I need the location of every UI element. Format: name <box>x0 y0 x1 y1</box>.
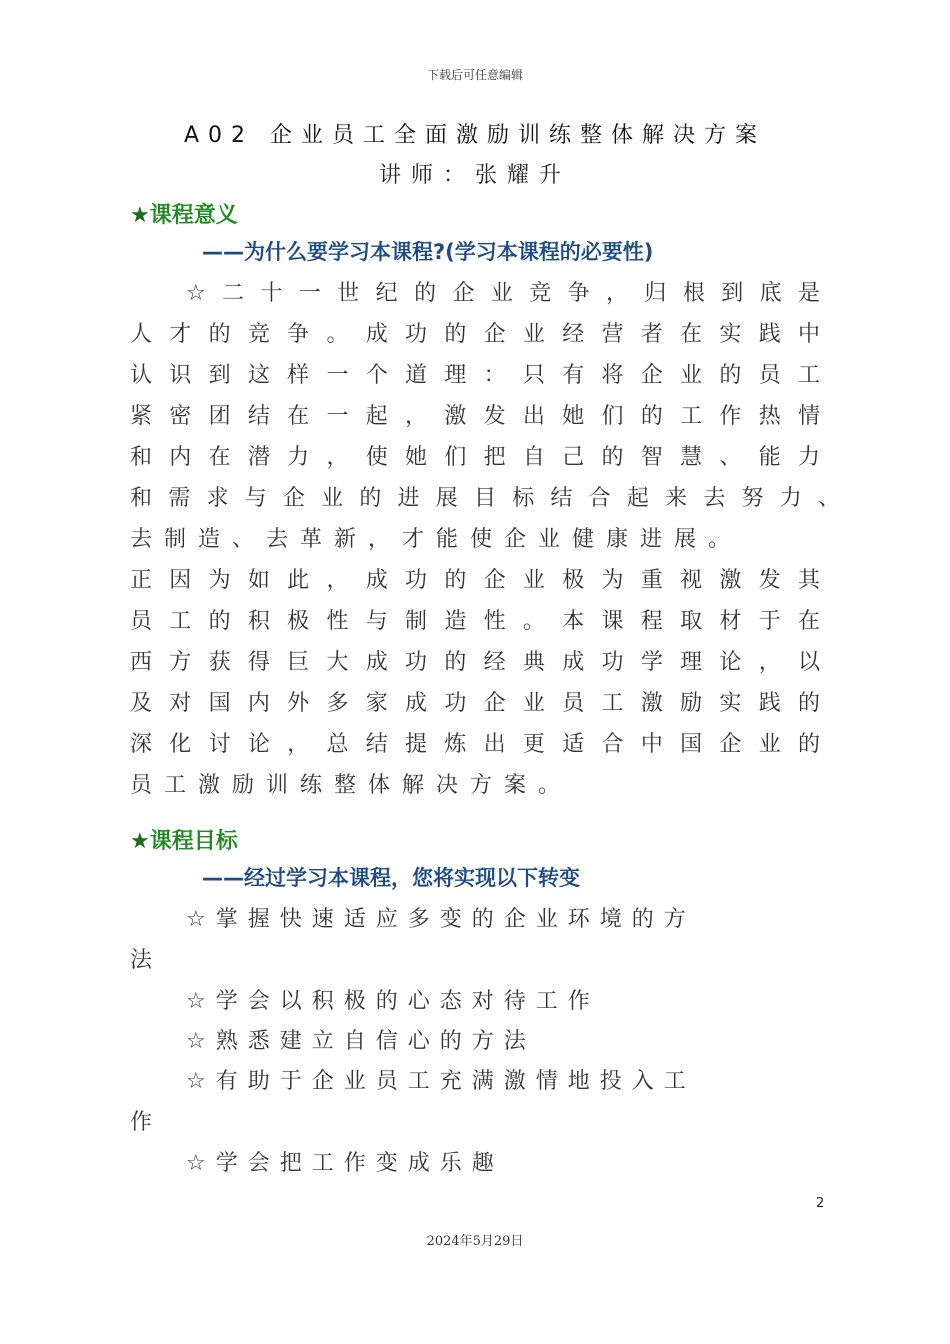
page-number: 2 <box>816 1196 825 1211</box>
goal-item: ☆学会把工作变成乐趣 <box>186 1151 504 1176</box>
section-subheading-goals: ——经过学习本课程，您将实现以下转变 <box>202 866 580 890</box>
paragraph-line: 及对国内外多家成功企业员工激励实践的 <box>130 691 820 716</box>
paragraph-line: 和需求与企业的进展目标结合起来去努力、 <box>130 486 840 511</box>
star-icon: ★ <box>130 203 150 228</box>
section-heading-significance: ★课程意义 <box>130 203 238 228</box>
goal-item: ☆熟悉建立自信心的方法 <box>186 1029 536 1054</box>
paragraph-line: 员工激励训练整体解决方案。 <box>130 773 573 798</box>
paragraph-line: 认识到这样一个道理：只有将企业的员工 <box>130 363 820 388</box>
footer-date: 2024年5月29日 <box>426 1234 524 1249</box>
goal-item: ☆有助于企业员工充满激情地投入工 <box>186 1069 696 1094</box>
paragraph-line: 员工的积极性与制造性。本课程取材于在 <box>130 609 820 634</box>
document-title: A02 企业员工全面激励训练整体解决方案 <box>183 123 767 148</box>
paragraph-line: 和内在潜力，使她们把自己的智慧、能力 <box>130 445 820 470</box>
star-icon: ★ <box>130 829 150 854</box>
paragraph-line: 紧密团结在一起，激发出她们的工作热情 <box>130 404 820 429</box>
paragraph-line: ☆二十一世纪的企业竞争，归根到底是 <box>186 281 820 306</box>
goal-item-wrap: 法 <box>130 948 153 973</box>
section-heading-goals: ★课程目标 <box>130 829 238 854</box>
lecturer-line: 讲师：张耀升 <box>378 163 571 188</box>
paragraph-line: 深化讨论，总结提炼出更适合中国企业的 <box>130 732 820 757</box>
paragraph-line: 西方获得巨大成功的经典成功学理论，以 <box>130 650 820 675</box>
header-note: 下载后可任意编辑 <box>426 68 523 82</box>
paragraph-line: 去制造、去革新，才能使企业健康进展。 <box>130 527 743 552</box>
section-subheading-why: ——为什么要学习本课程?(学习本课程的必要性) <box>202 240 654 264</box>
goal-item: ☆掌握快速适应多变的企业环境的方 <box>186 907 696 932</box>
goal-item: ☆学会以积极的心态对待工作 <box>186 989 600 1014</box>
paragraph-line: 正因为如此，成功的企业极为重视激发其 <box>130 568 820 593</box>
goal-item-wrap: 作 <box>130 1110 153 1135</box>
paragraph-line: 人才的竞争。成功的企业经营者在实践中 <box>130 322 820 347</box>
